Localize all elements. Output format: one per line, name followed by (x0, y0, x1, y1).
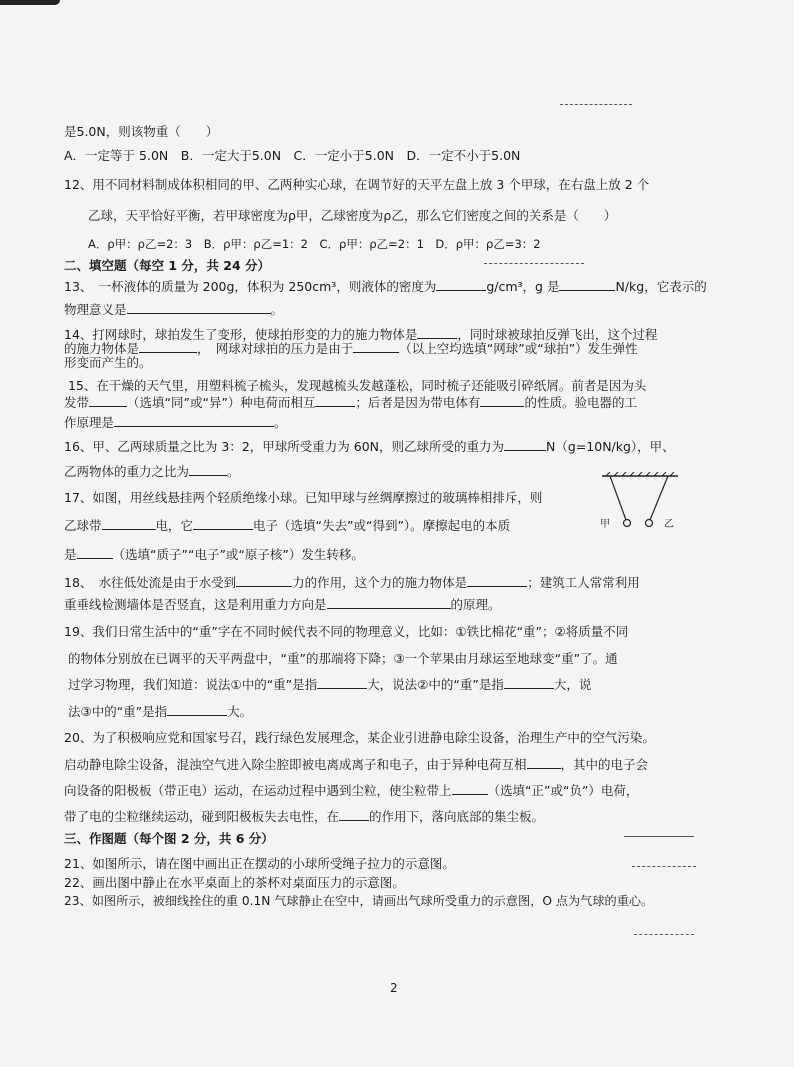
q18-text-b: 力的作用，这个力的施力物体是 (292, 575, 468, 590)
q12-stem: 12、用不同材料制成体积相同的甲、乙两种实心球，在调节好的天平左盘上放 3 个甲球，在右盘上放 2 个 (64, 177, 650, 192)
q20-blank-1[interactable] (527, 756, 561, 769)
q15-blank-1[interactable] (89, 394, 127, 407)
q18-text-d: 重垂线检测墙体是否竖直，这是利用重力方向是 (64, 597, 327, 612)
q16-text-c: 乙两物体的重力之比为 (64, 464, 190, 479)
q20-line-1: 20、为了积极响应党和国家号召，践行绿色发展理念，某企业引进静电除尘设备，治理生产中的空气污染。 (64, 730, 655, 745)
q20-text-b: ，其中的电子会 (560, 757, 649, 772)
q19-blank-3[interactable] (167, 703, 227, 716)
q17-line-3 (64, 546, 364, 563)
q16-text-d: 。 (227, 464, 240, 479)
q18-blank-3[interactable] (327, 596, 451, 609)
q15-text-f: 。 (274, 415, 287, 430)
page-number: 2 (390, 981, 398, 995)
q20-line-4 (64, 808, 544, 825)
q20-text-a: 启动静电除尘设备，混浊空气进入除尘腔即被电离成离子和电子，由于异种电荷互相 (64, 757, 527, 772)
q19-blank-2[interactable] (504, 676, 554, 689)
q14-line-3: 形变而产生的。 (64, 355, 152, 370)
q17-blank-2[interactable] (193, 517, 253, 530)
q17-text-e: （选填“质子”“电子”或“原子核”）发生转移。 (112, 547, 364, 562)
q18-blank-2[interactable] (467, 574, 527, 587)
q16-line-2 (64, 463, 240, 480)
q14-text-b: ，同时球被球拍反弹飞出，这个过程 (457, 327, 658, 342)
q17-blank-1[interactable] (102, 517, 156, 530)
q16-line-1 (64, 438, 675, 455)
q15-text-c: ；后者是因为带电体有 (355, 395, 481, 410)
q19-text-e: 大。 (227, 704, 253, 719)
q14-text-a: 14、打网球时，球拍发生了变形，使球拍形变的力的施力物体是 (64, 327, 418, 342)
q15-blank-2[interactable] (315, 394, 355, 407)
q14-text-c: 的施力物体是 (64, 341, 140, 356)
scan-dash (624, 836, 694, 837)
section-drawing-title: 三、作图题（每个图 2 分，共 6 分） (64, 831, 274, 846)
q15-line-2 (64, 394, 637, 411)
q15-line-3 (64, 414, 287, 431)
q18-text-a: 18、 水往低处流是由于水受到 (64, 575, 237, 590)
section-fill-blank-title: 二、填空题（每空 1 分，共 24 分） (64, 258, 271, 273)
scan-mark-top-left (0, 0, 60, 5)
q17-line-1: 17、如图，用丝线悬挂两个轻质绝缘小球。已知甲球与丝绸摩擦过的玻璃棒相排斥，则 (64, 490, 543, 505)
q13-text-d: 物理意义是 (64, 302, 127, 317)
q20-text-e: 带了电的尘粒继续运动，碰到阳极板失去电性，在 (64, 809, 340, 824)
q19-text-d: 法③中的“重”是指 (68, 704, 168, 719)
q18-text-c: ；建筑工人常常利用 (527, 575, 640, 590)
q19-line-2: 的物体分别放在已调平的天平两盘中，“重”的那端将下降；③一个苹果由月球运至地球变“重”了。通 (68, 651, 618, 666)
scan-dash (484, 263, 584, 264)
q14-blank-3[interactable] (353, 340, 399, 353)
q18-line-1 (64, 574, 640, 591)
q22-text: 22、画出图中静止在水平桌面上的茶杯对桌面压力的示意图。 (64, 875, 405, 890)
q23-text: 23、如图所示，被细线拴住的重 0.1N 气球静止在空中，请画出气球所受重力的示意图，O 点为气球的重心。 (64, 894, 654, 908)
q19-text-a: 过学习物理，我们知道：说法①中的“重”是指 (68, 677, 318, 692)
scan-dash (560, 104, 632, 105)
q19-text-c: 大，说 (553, 677, 592, 692)
q17-text-c: 电子（选填“失去”或“得到”）。摩擦起电的本质 (253, 518, 511, 533)
q20-blank-3[interactable] (339, 808, 369, 821)
q13-text-b: g/cm³，g 是 (486, 279, 560, 294)
ball-jia (624, 520, 631, 527)
q15-text-b: （选填“同”或“异”）种电荷而相互 (127, 395, 316, 410)
q19-line-1: 19、我们日常生活中的“重”字在不同时候代表不同的物理意义，比如：①铁比棉花“重”；②将质量不同 (64, 624, 629, 639)
q11-options: A．一定等于 5.0N B．一定大于5.0N C．一定小于5.0N D．一定不小于5.0N (64, 148, 521, 163)
q19-line-4 (68, 703, 252, 720)
q17-line-2 (64, 517, 510, 534)
label-yi: 乙 (664, 519, 674, 530)
q14-blank-2[interactable] (139, 340, 197, 353)
q13-text-c: N/kg，它表示的 (615, 279, 707, 294)
scan-dash (634, 934, 694, 935)
label-jia: 甲 (600, 519, 610, 530)
q20-line-2 (64, 756, 648, 773)
q15-line-1: 15、在干燥的天气里，用塑料梳子梳头，发现越梳头发越蓬松，同时梳子还能吸引碎纸屑。前者是因为头 (68, 378, 647, 393)
q20-blank-2[interactable] (452, 782, 488, 795)
q18-blank-1[interactable] (236, 574, 292, 587)
q17-text-a: 乙球带 (64, 518, 102, 533)
q16-text-b: N（g=10N/kg），甲、 (546, 439, 675, 454)
q19-blank-1[interactable] (317, 676, 367, 689)
q15-text-e: 作原理是 (64, 415, 115, 430)
q13-text-a: 13、 一杯液体的质量为 200g，体积为 250cm³，则液体的密度为 (64, 279, 437, 294)
q16-text-a: 16、甲、乙两球质量之比为 3：2，甲球所受重力为 60N，则乙球所受的重力为 (64, 439, 505, 454)
q19-line-3 (68, 676, 591, 693)
ball-yi (646, 520, 653, 527)
q14-text-e: （以上空均选填“网球”或“球拍”）发生弹性 (399, 341, 638, 356)
q13-blank-3[interactable] (127, 301, 271, 314)
q11-stem-end: 是5.0N，则该物重（ ） (64, 124, 219, 139)
q14-blank-1[interactable] (417, 326, 457, 339)
q21-text: 21、如图所示，请在图中画出正在摆动的小球所受绳子拉力的示意图。 (64, 856, 455, 871)
q12-options: A．ρ甲：ρ乙=2：3 B．ρ甲：ρ乙=1：2 C．ρ甲：ρ乙=2：1 D．ρ甲：ρ乙=3：2 (88, 237, 541, 251)
q15-text-d: 的性质。验电器的工 (524, 395, 637, 410)
q17-text-d: 是 (64, 547, 77, 562)
q20-text-f: 的作用下，落向底部的集尘板。 (369, 809, 545, 824)
q19-text-b: 大，说法②中的“重”是指 (367, 677, 504, 692)
q20-line-3 (64, 782, 638, 799)
q16-blank-1[interactable] (504, 438, 546, 451)
q13-line-1 (64, 278, 707, 295)
q15-blank-4[interactable] (114, 414, 274, 427)
q12-stem-2: 乙球，天平恰好平衡，若甲球密度为ρ甲，乙球密度为ρ乙，那么它们密度之间的关系是（ ） (88, 208, 617, 223)
q17-blank-3[interactable] (77, 546, 113, 559)
q15-text-a: 发带 (64, 395, 90, 410)
scan-dash (632, 866, 696, 867)
q17-text-b: 电，它 (155, 518, 194, 533)
q14-text-d: ， 网球对球拍的压力是由于 (197, 341, 354, 356)
q13-line-2 (64, 301, 283, 318)
q15-blank-3[interactable] (480, 394, 524, 407)
thread-jia (610, 476, 626, 520)
q20-text-d: （选填“正”或“负”）电荷， (487, 783, 639, 798)
q13-blank-2[interactable] (559, 278, 615, 291)
q20-text-c: 向设备的阳极板（带正电）运动，在运动过程中遇到尘粒，使尘粒带上 (64, 783, 452, 798)
q13-blank-1[interactable] (436, 278, 486, 291)
thread-yi (650, 476, 668, 520)
q17-hanging-balls-figure (596, 470, 686, 530)
q16-blank-2[interactable] (189, 463, 227, 476)
q18-line-2 (64, 596, 501, 613)
q18-text-e: 的原理。 (450, 597, 501, 612)
q13-text-e: 。 (270, 302, 284, 317)
